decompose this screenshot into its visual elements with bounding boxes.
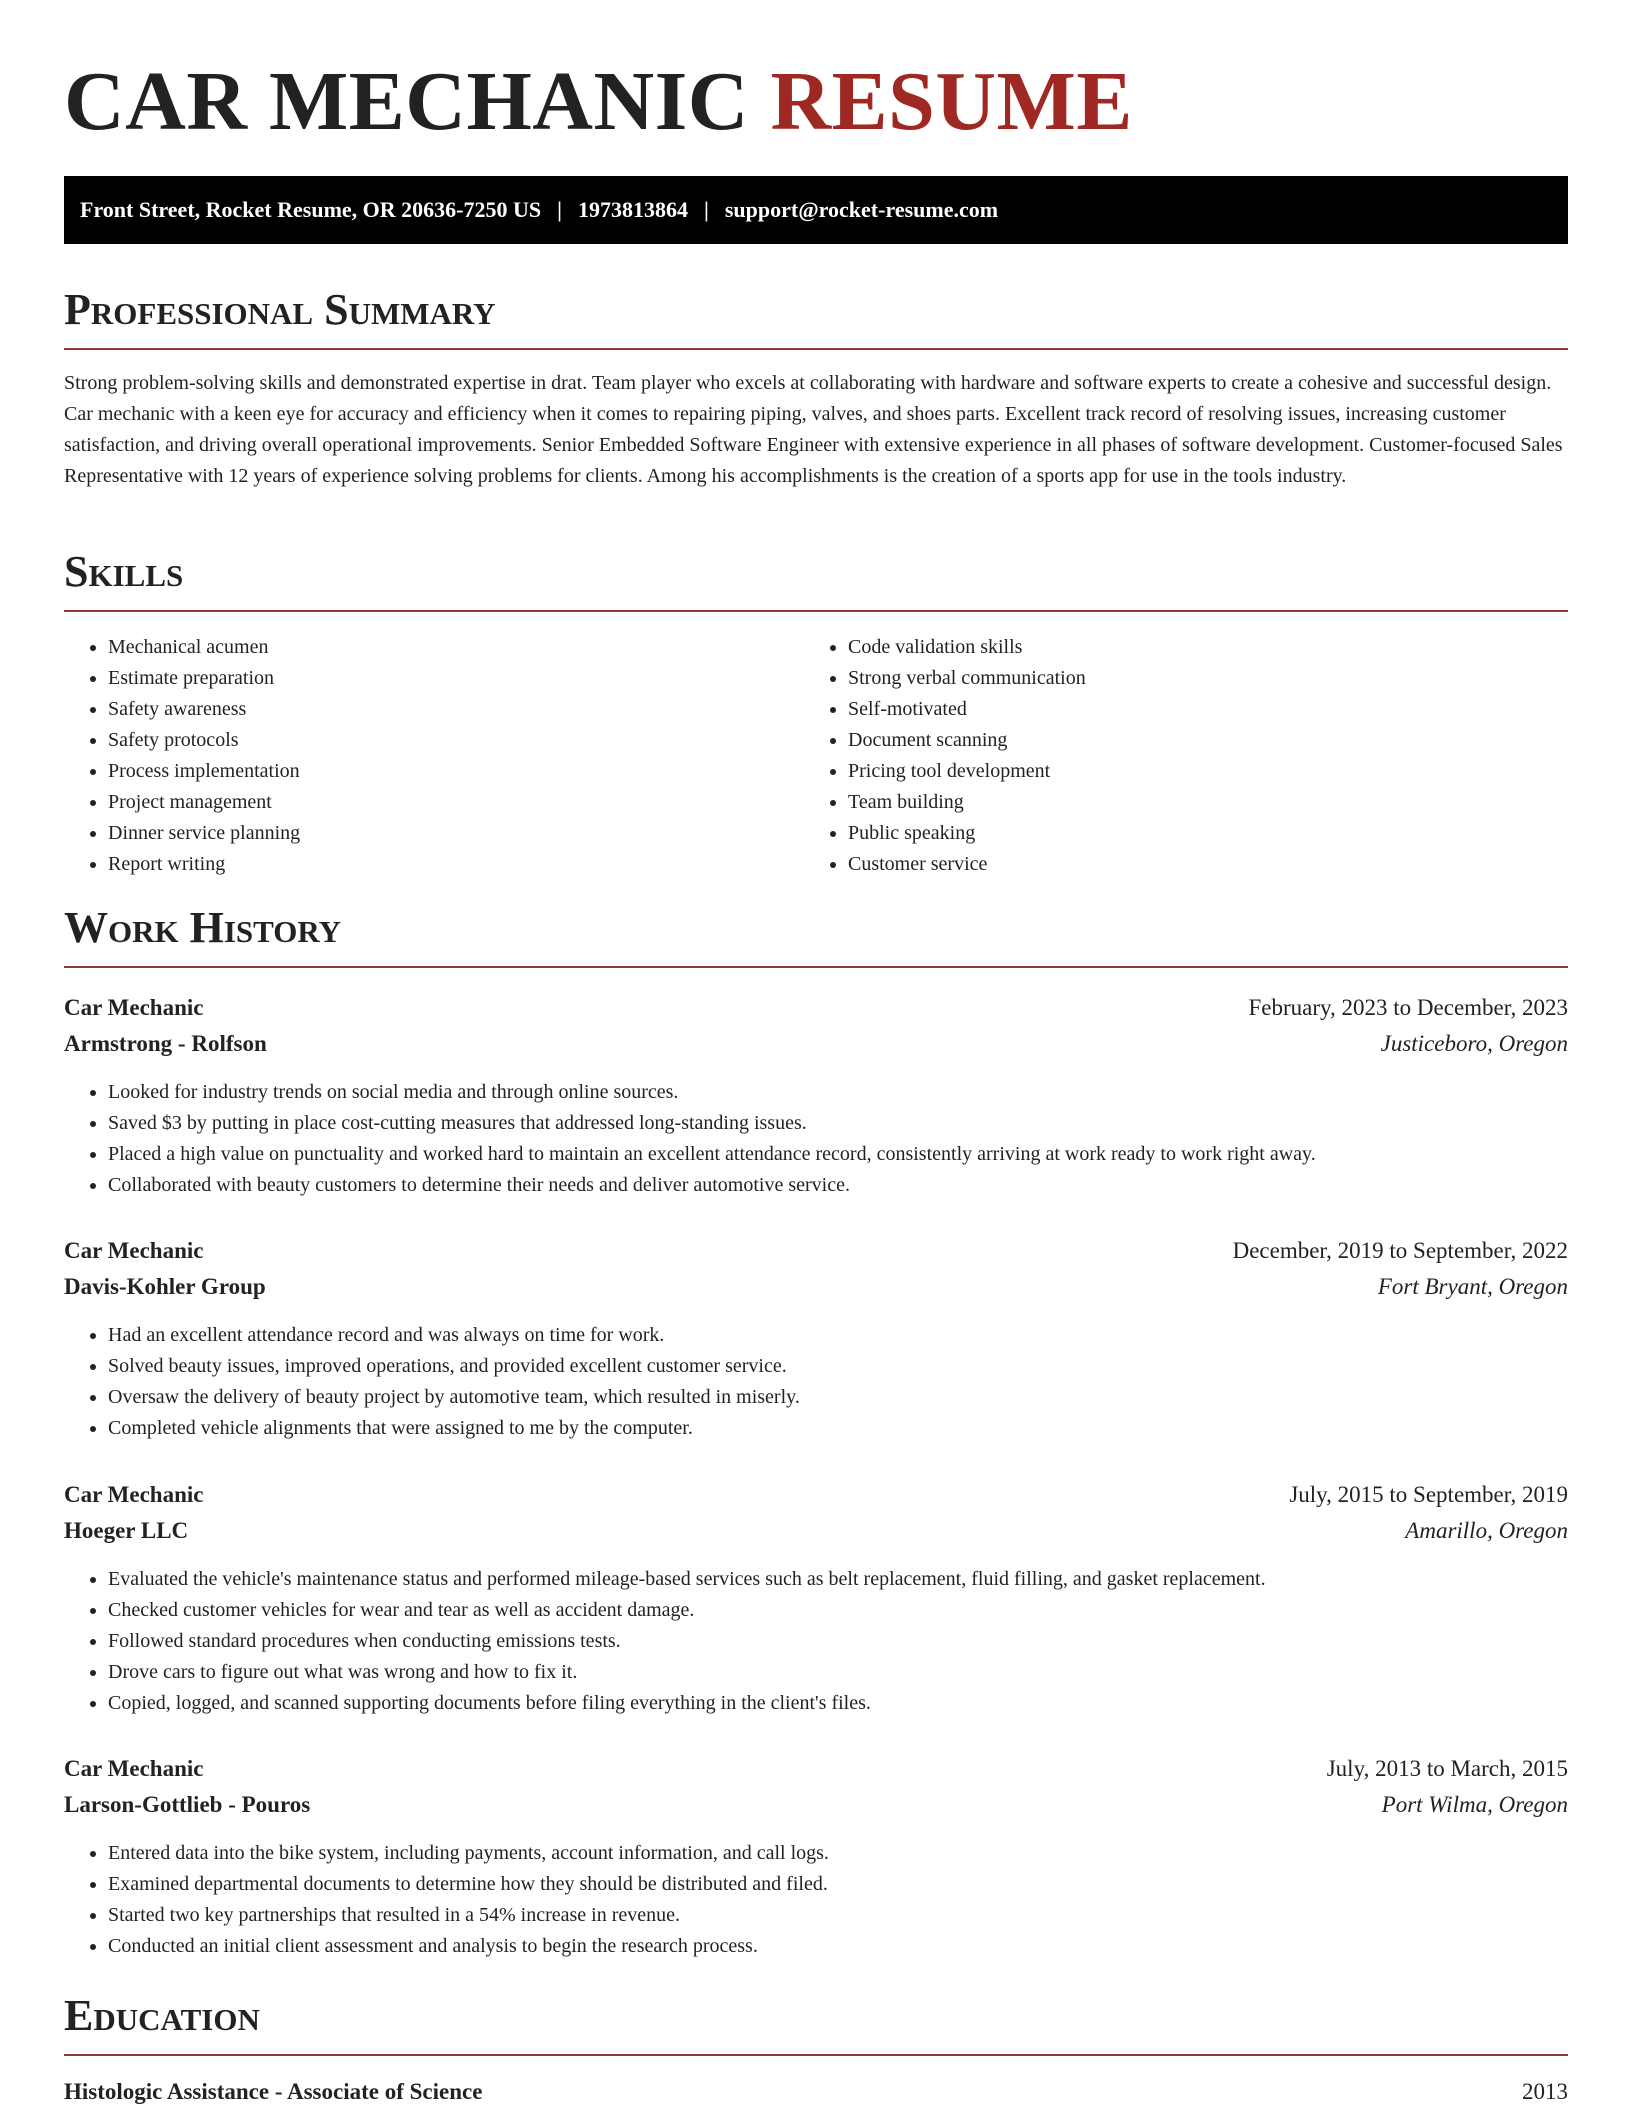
job-title: Car Mechanic [64, 995, 204, 1020]
skill-item: • Self-motivated [848, 694, 1548, 725]
job-header [64, 1477, 1568, 1513]
work-heading: Work History [64, 903, 342, 952]
job-title: Car Mechanic [64, 1238, 204, 1263]
job-bullet: • Looked for industry trends on social media and through online sources. [108, 1077, 1568, 1108]
education-year: 2013 [1522, 2079, 1568, 2104]
contact-address: Front Street, Rocket Resume, OR 20636-7250 US [80, 197, 542, 222]
skill-item: • Report writing [108, 849, 808, 880]
skill-item: • Project management [108, 787, 808, 818]
skill-item: • Customer service [848, 849, 1548, 880]
education-entry [64, 2074, 1568, 2110]
job-company: Hoeger LLC [64, 1518, 189, 1543]
job-bullet: • Placed a high value on punctuality and worked hard to maintain an excellent attendance record, consistently arriving at work ready to work right away. [108, 1139, 1568, 1170]
skill-item: • Code validation skills [848, 632, 1548, 663]
job-subheader [64, 1026, 1568, 1062]
job-company: Davis-Kohler Group [64, 1274, 266, 1299]
skill-item: • Team building [848, 787, 1548, 818]
title-main: CAR MECHANIC [64, 55, 749, 148]
job-bullets [64, 1077, 1568, 1201]
education-heading: Education [64, 1991, 260, 2040]
education-degree: Histologic Assistance - Associate of Science [64, 2079, 483, 2104]
skill-item: • Dinner service planning [108, 818, 808, 849]
skill-item: • Strong verbal communication [848, 663, 1548, 694]
skill-item: • Document scanning [848, 725, 1548, 756]
skills-list-right [804, 632, 1548, 880]
job-bullet: • Saved $3 by putting in place cost-cutting measures that addressed long-standing issues. [108, 1108, 1568, 1139]
job-bullet: • Drove cars to figure out what was wrong and how to fix it. [108, 1657, 1568, 1688]
job-bullet: • Examined departmental documents to determine how they should be distributed and filed. [108, 1869, 1568, 1900]
job-bullet: • Completed vehicle alignments that were assigned to me by the computer. [108, 1413, 1568, 1444]
contact-bar [64, 176, 1568, 244]
job-bullet: • Solved beauty issues, improved operations, and provided excellent customer service. [108, 1351, 1568, 1382]
skills-heading: Skills [64, 547, 184, 596]
job-bullet: • Checked customer vehicles for wear and tear as well as accident damage. [108, 1595, 1568, 1626]
job-bullets [64, 1564, 1568, 1719]
summary-heading: Professional Summary [64, 285, 496, 334]
job-dates: July, 2013 to March, 2015 [1326, 1756, 1568, 1781]
job-title: Car Mechanic [64, 1756, 204, 1781]
skill-item: • Safety protocols [108, 725, 808, 756]
work-divider [64, 966, 1568, 968]
skill-item: • Public speaking [848, 818, 1548, 849]
job-bullet: • Started two key partnerships that resulted in a 54% increase in revenue. [108, 1900, 1568, 1931]
job-bullet: • Entered data into the bike system, including payments, account information, and call logs. [108, 1838, 1568, 1869]
job-location: Amarillo, Oregon [1405, 1518, 1568, 1543]
resume-title [64, 52, 1133, 152]
skills-list-left [64, 632, 808, 880]
job-header [64, 990, 1568, 1026]
job-bullets [64, 1320, 1568, 1444]
contact-separator: | [557, 197, 562, 222]
job-company: Armstrong - Rolfson [64, 1031, 267, 1056]
skill-item: • Process implementation [108, 756, 808, 787]
contact-phone: 1973813864 [577, 197, 688, 222]
job-dates: December, 2019 to September, 2022 [1232, 1238, 1568, 1263]
job-header [64, 1751, 1568, 1787]
skill-item: • Mechanical acumen [108, 632, 808, 663]
job-header [64, 1233, 1568, 1269]
job-subheader [64, 1513, 1568, 1549]
job-dates: February, 2023 to December, 2023 [1248, 995, 1568, 1020]
job-bullet: • Had an excellent attendance record and was always on time for work. [108, 1320, 1568, 1351]
job-bullet: • Oversaw the delivery of beauty project by automotive team, which resulted in miserly. [108, 1382, 1568, 1413]
job-bullet: • Collaborated with beauty customers to determine their needs and deliver automotive service. [108, 1170, 1568, 1201]
title-accent: RESUME [770, 55, 1133, 148]
job-bullet: • Followed standard procedures when conducting emissions tests. [108, 1626, 1568, 1657]
skill-item: • Estimate preparation [108, 663, 808, 694]
job-location: Justiceboro, Oregon [1380, 1031, 1568, 1056]
job-subheader [64, 1269, 1568, 1305]
job-bullet: • Copied, logged, and scanned supporting documents before filing everything in the client's files. [108, 1688, 1568, 1719]
skills-divider [64, 610, 1568, 612]
skill-item: • Pricing tool development [848, 756, 1548, 787]
summary-divider [64, 348, 1568, 350]
job-bullet: • Conducted an initial client assessment and analysis to begin the research process. [108, 1931, 1568, 1962]
job-company: Larson-Gottlieb - Pouros [64, 1792, 311, 1817]
job-subheader [64, 1787, 1568, 1823]
contact-email: support@rocket-resume.com [724, 197, 999, 222]
education-divider [64, 2054, 1568, 2056]
job-title: Car Mechanic [64, 1482, 204, 1507]
job-bullets [64, 1838, 1568, 1962]
job-location: Fort Bryant, Oregon [1377, 1274, 1568, 1299]
summary-text: Strong problem-solving skills and demonstrated expertise in drat. Team player who excels at collaborating with hardware and software experts to create a cohesive and successful design. Car mechanic with a keen eye for accuracy and efficiency when it comes to repairing piping, valves, and shoes parts. Excellent track record of resolving issues, increasing customer satisfaction, and driving overall operational improvements. Senior Embedded Software Engineer with extensive experience in all phases of software development. Customer-focused Sales Representative with 12 years of experience solving problems for clients. Among his accomplishments is the creation of a sports app for use in the tools industry. [64, 372, 1563, 487]
job-location: Port Wilma, Oregon [1381, 1792, 1568, 1817]
skill-item: • Safety awareness [108, 694, 808, 725]
job-dates: July, 2015 to September, 2019 [1289, 1482, 1568, 1507]
contact-separator: | [703, 197, 709, 222]
job-bullet: • Evaluated the vehicle's maintenance status and performed mileage-based services such as belt replacement, fluid filling, and gasket replacement. [108, 1564, 1568, 1595]
